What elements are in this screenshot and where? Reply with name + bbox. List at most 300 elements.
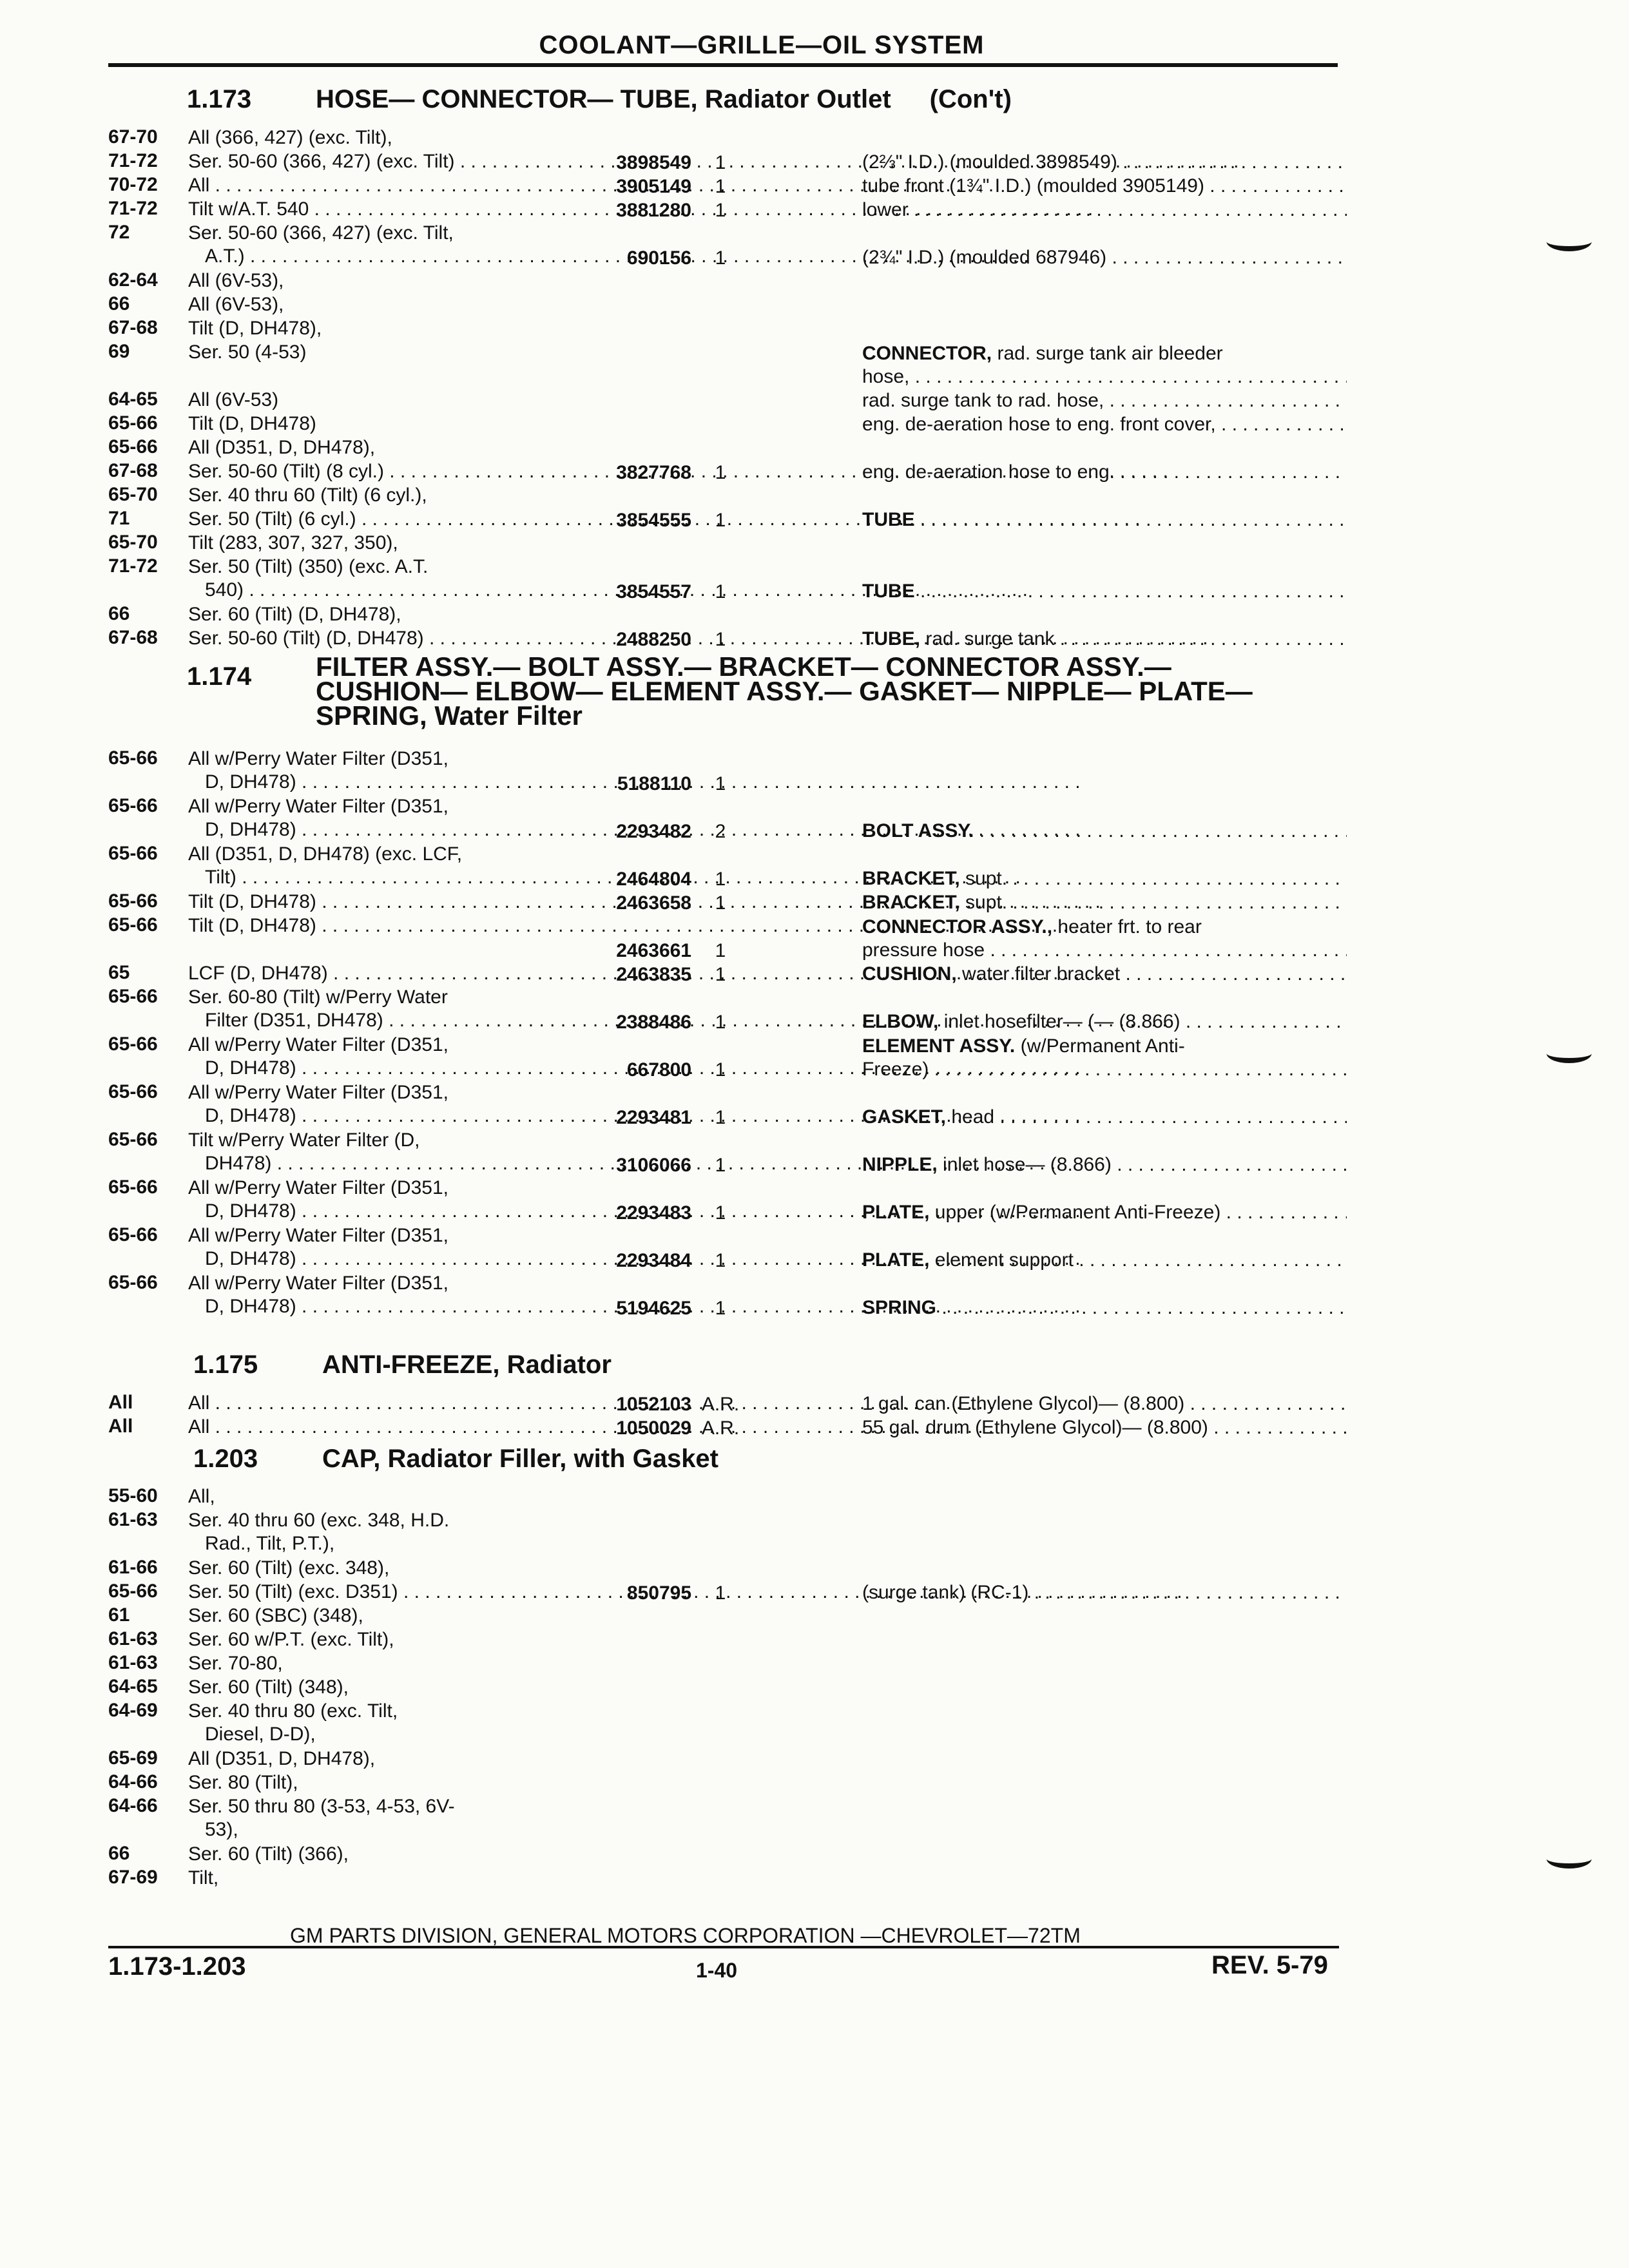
description [862, 916, 1347, 962]
application [188, 126, 639, 149]
part-row [108, 412, 1345, 436]
page-header-title: COOLANT—GRILLE—OIL SYSTEM [539, 31, 985, 59]
part-number: 3898549 [616, 152, 691, 173]
part-row [108, 1652, 1345, 1676]
description [862, 1106, 1347, 1129]
part-row [108, 890, 1345, 914]
description [862, 1392, 1347, 1416]
part-number: 850795 [626, 1582, 691, 1604]
model-years: 61-63 [108, 1628, 158, 1649]
application-line: 540) . . . [188, 579, 639, 602]
application-line: D, DH478) . . . [188, 1200, 639, 1223]
part-row [108, 484, 1345, 508]
part-name: ELEMENT ASSY. [862, 1035, 1016, 1057]
description-line [862, 198, 1347, 222]
model-years: 65-66 [108, 1033, 158, 1055]
model-years: 66 [108, 293, 130, 314]
description [862, 1201, 1347, 1224]
application-line: D, DH478) . . . [188, 771, 639, 794]
application-line: Tilt w/Perry Water Filter (D, [188, 1129, 420, 1151]
application [188, 1771, 639, 1794]
description-line [862, 1249, 1347, 1272]
application [188, 269, 639, 293]
description [862, 580, 1347, 603]
part-row [108, 222, 1345, 269]
part-number: 2293481 [616, 1107, 691, 1128]
description-text: element support [934, 1249, 1074, 1271]
part-name: PLATE, [862, 1249, 930, 1271]
description-line [862, 1296, 1347, 1320]
model-years: 65-69 [108, 1747, 158, 1769]
part-row [108, 508, 1345, 532]
description [862, 1296, 1347, 1320]
part-row [108, 1033, 1345, 1081]
description-text: (2¾" I.D.) (moulded 687946) [862, 247, 1107, 268]
description-text: 55 gal. drum (Ethylene Glycol)— (8.800) [862, 1417, 1208, 1438]
application-line: Ser. 50 (Tilt) (exc. D351) . . . [188, 1581, 639, 1604]
description-text: upper (w/Permanent Anti-Freeze) [934, 1202, 1221, 1223]
model-years: 65-66 [108, 412, 158, 434]
part-name: PLATE, [862, 1202, 930, 1223]
description-line [862, 246, 1347, 269]
description [862, 175, 1347, 198]
model-years: 66 [108, 1843, 130, 1864]
description-line [862, 389, 1347, 412]
application-line: Ser. 60 w/P.T. (exc. Tilt), [188, 1629, 394, 1650]
section-number: 1.175 [193, 1350, 258, 1379]
model-years: 65-66 [108, 1129, 158, 1150]
model-years: All [108, 1392, 133, 1413]
model-years: 67-70 [108, 126, 158, 148]
application-line: All (D351, D, DH478), [188, 437, 376, 458]
footer-rule [108, 1946, 1339, 1948]
application-line: Tilt w/A.T. 540 . . . [188, 198, 639, 221]
model-years: 64-66 [108, 1771, 158, 1792]
application [188, 1795, 639, 1841]
part-row [108, 1509, 1345, 1557]
part-number: 2464804 [616, 869, 691, 890]
description-line [862, 916, 1347, 939]
application-line: Ser. 60 (Tilt) (366), [188, 1843, 349, 1865]
application-line: Ser. 50 (Tilt) (6 cyl.) . . . [188, 508, 639, 531]
part-name: SPRING [862, 1297, 937, 1318]
part-number: 2488250 [616, 629, 691, 650]
application-line: All w/Perry Water Filter (D351, [188, 1177, 448, 1198]
application-line: All . . . [188, 174, 639, 197]
application-line: Tilt, [188, 1867, 219, 1888]
application [188, 1509, 639, 1555]
part-number: 690156 [626, 247, 691, 269]
description [862, 1416, 1347, 1439]
description-line [862, 1106, 1347, 1129]
part-name: BOLT ASSY. [862, 820, 974, 841]
description [862, 198, 1347, 222]
quantity: 1 [715, 152, 726, 173]
application-line: Ser. 60 (Tilt) (exc. 348), [188, 1557, 390, 1579]
application-line: All w/Perry Water Filter (D351, [188, 1082, 448, 1103]
part-name: CONNECTOR ASSY., [862, 916, 1053, 937]
description-line [862, 1153, 1347, 1177]
description-text: water filter bracket [962, 963, 1121, 985]
description-line [862, 461, 1347, 484]
model-years: 61-63 [108, 1652, 158, 1673]
description [862, 508, 1347, 532]
part-row [108, 460, 1345, 484]
model-years: 65-66 [108, 890, 158, 912]
description-text: rad. surge tank [925, 628, 1055, 649]
quantity: 1 [715, 200, 726, 221]
part-number: 3881280 [616, 200, 691, 221]
part-number: 667800 [626, 1059, 691, 1081]
description-line [862, 628, 1347, 651]
part-row [108, 436, 1345, 460]
part-row [108, 317, 1345, 341]
description-text: (w/Permanent Anti- [1020, 1035, 1185, 1057]
part-row [108, 1867, 1345, 1890]
model-years: 65-70 [108, 532, 158, 553]
part-row [108, 795, 1345, 843]
quantity: 1 [715, 1298, 726, 1319]
description-line [862, 413, 1347, 436]
part-name: TUBE [862, 509, 915, 530]
binder-mark-middle [1547, 1044, 1592, 1063]
part-row [108, 843, 1345, 890]
quantity: 1 [715, 510, 726, 531]
model-years: 61 [108, 1604, 130, 1626]
part-row [108, 627, 1345, 651]
part-number: 3854557 [616, 581, 691, 602]
part-row [108, 174, 1345, 198]
section-title-line: SPRING, Water Filter [316, 700, 583, 731]
quantity: 1 [715, 1202, 726, 1224]
application-line: Tilt (D, DH478) . . . [188, 890, 639, 914]
description-line [862, 963, 1347, 986]
application [188, 1843, 639, 1866]
model-years: 67-68 [108, 627, 158, 648]
application-line: Ser. 50-60 (366, 427) (exc. Tilt) . . . [188, 150, 639, 173]
quantity: A.R. [701, 1418, 740, 1439]
application [188, 1557, 639, 1580]
description-text: hose, [862, 366, 910, 387]
application-line: Tilt) . . . [188, 866, 639, 889]
application-line: All w/Perry Water Filter (D351, [188, 1273, 448, 1294]
description-text: head [951, 1106, 995, 1128]
quantity: 1 [715, 892, 726, 914]
application [188, 1628, 639, 1651]
description [862, 891, 1347, 914]
description-text: (surge tank) (RC-1) [862, 1582, 1029, 1603]
footer-revision: REV. 5-79 [1211, 1951, 1328, 1979]
quantity: 1 [715, 1012, 726, 1033]
application-line: Ser. 40 thru 60 (Tilt) (6 cyl.), [188, 485, 427, 506]
application-line: Diesel, D-D), [205, 1724, 316, 1745]
description-line [862, 1416, 1347, 1439]
part-row [108, 198, 1345, 222]
application-line: D, DH478) . . . [188, 1057, 639, 1080]
part-number: 2293482 [616, 821, 691, 842]
quantity: 2 [715, 821, 726, 842]
section-title-text: HOSE— CONNECTOR— TUBE, Radiator Outlet [316, 85, 891, 113]
description-text: inlet hosefilter— (— (8.866) [943, 1011, 1181, 1032]
model-years: 65-66 [108, 1224, 158, 1245]
description-text: rad. surge tank air bleeder [997, 343, 1223, 364]
description [862, 246, 1347, 269]
part-row [108, 1129, 1345, 1177]
section-number: 1.203 [193, 1445, 258, 1473]
description-text: eng. de-aeration hose to eng. front cover, [862, 414, 1216, 435]
description-line [862, 820, 1347, 843]
model-years: 65-66 [108, 843, 158, 864]
part-row [108, 1771, 1345, 1795]
part-row [108, 1416, 1345, 1439]
section-title-text: ANTI-FREEZE, Radiator [322, 1350, 612, 1379]
application [188, 1604, 639, 1628]
part-row [108, 986, 1345, 1033]
application-line: Rad., Tilt, P.T.), [205, 1533, 335, 1554]
part-row [108, 1557, 1345, 1581]
description-line [862, 175, 1347, 198]
application-line: DH478) . . . [188, 1152, 639, 1175]
page-header [108, 31, 1338, 67]
model-years: 65-66 [108, 1081, 158, 1102]
application-line: All (D351, D, DH478) (exc. LCF, [188, 843, 463, 865]
model-years: 61-66 [108, 1557, 158, 1578]
part-row [108, 1081, 1345, 1129]
part-row [108, 1272, 1345, 1320]
description-text: pressure hose [862, 939, 985, 961]
section-title [316, 651, 1253, 731]
part-row [108, 1700, 1345, 1747]
footer-page-number: 1-40 [696, 1959, 738, 1982]
description-line [862, 1010, 1347, 1033]
model-years: 71-72 [108, 150, 158, 171]
application-line: D, DH478) . . . [188, 818, 639, 841]
model-years: 65-66 [108, 914, 158, 936]
application [188, 1676, 639, 1699]
part-number: 1050029 [616, 1418, 691, 1439]
description-text: tube front (1¾" I.D.) (moulded 3905149) [862, 175, 1204, 197]
application-line: All w/Perry Water Filter (D351, [188, 748, 448, 769]
quantity: 1 [715, 1155, 726, 1176]
part-row [108, 1485, 1345, 1509]
description [862, 1010, 1347, 1033]
quantity: 1 [715, 1250, 726, 1271]
description-line [862, 151, 1347, 174]
model-years: 65-66 [108, 1272, 158, 1293]
part-name: GASKET, [862, 1106, 947, 1128]
description [862, 820, 1347, 843]
application [188, 603, 639, 626]
description-line [862, 1201, 1347, 1224]
model-years: 64-65 [108, 389, 158, 410]
application-line: Tilt (283, 307, 327, 350), [188, 532, 398, 553]
part-row [108, 1581, 1345, 1604]
quantity: 1 [715, 462, 726, 483]
model-years: 65-66 [108, 1581, 158, 1602]
description [862, 461, 1347, 484]
application-line: Ser. 80 (Tilt), [188, 1772, 298, 1793]
model-years: 65 [108, 962, 130, 983]
application-line: All (6V-53) [188, 389, 279, 410]
model-years: 70-72 [108, 174, 158, 195]
model-years: 65-66 [108, 436, 158, 457]
model-years: 64-69 [108, 1700, 158, 1721]
application-line: Ser. 60 (Tilt) (348), [188, 1677, 349, 1698]
part-row [108, 1224, 1345, 1272]
application [188, 1867, 639, 1890]
part-name: BRACKET, [862, 868, 960, 889]
part-number: 3905149 [616, 176, 691, 197]
application-line: Ser. 60 (Tilt) (D, DH478), [188, 604, 401, 625]
model-years: 67-69 [108, 1867, 158, 1888]
part-name: TUBE [862, 581, 915, 602]
part-name: CUSHION, [862, 963, 957, 985]
part-number: 2463835 [616, 964, 691, 985]
quantity: 1 [715, 629, 726, 650]
description [862, 151, 1347, 174]
description-text: eng. de-aeration hose to eng. [862, 461, 1115, 483]
model-years: 65-66 [108, 795, 158, 816]
description-text: inlet hose— (8.866) [943, 1154, 1112, 1175]
model-years: 65-66 [108, 986, 158, 1007]
application-line: Ser. 50 (4-53) [188, 341, 307, 363]
description-text: lower [862, 199, 909, 220]
description [862, 1153, 1347, 1177]
application-line: All . . . [188, 1416, 639, 1439]
application-line: All (6V-53), [188, 270, 284, 291]
part-row [108, 555, 1345, 603]
part-row [108, 914, 1345, 962]
application [188, 436, 639, 459]
section-title-text: CAP, Radiator Filler, with Gasket [322, 1445, 718, 1473]
part-row [108, 962, 1345, 986]
part-row [108, 1795, 1345, 1843]
application [188, 389, 639, 412]
part-number: 5188110 [617, 773, 691, 794]
quantity: 1 [715, 176, 726, 197]
description-text: 1 gal. can (Ethylene Glycol)— (8.800) [862, 1393, 1185, 1414]
description-line [862, 939, 1347, 962]
model-years: 66 [108, 603, 130, 624]
application-line: Ser. 50 (Tilt) (350) (exc. A.T. [188, 556, 429, 577]
model-years: 61-63 [108, 1509, 158, 1530]
quantity: 1 [715, 581, 726, 602]
section-title [193, 1350, 612, 1379]
application [188, 1652, 639, 1675]
quantity: 1 [715, 1059, 726, 1081]
quantity: 1 [715, 964, 726, 985]
part-name: ELBOW, [862, 1011, 939, 1032]
application [188, 293, 639, 316]
part-row [108, 1747, 1345, 1771]
part-name: TUBE, [862, 628, 920, 649]
application [188, 914, 639, 937]
part-row [108, 126, 1345, 150]
application-line: All w/Perry Water Filter (D351, [188, 796, 448, 817]
model-years: 71-72 [108, 198, 158, 219]
application-line: All w/Perry Water Filter (D351, [188, 1225, 448, 1246]
quantity: 1 [715, 869, 726, 890]
description [862, 413, 1347, 436]
part-number: 2293484 [616, 1250, 691, 1271]
part-number: 2293483 [616, 1202, 691, 1224]
description-line [862, 891, 1347, 914]
model-years: 65-66 [108, 1177, 158, 1198]
description-line [862, 867, 1347, 890]
model-years: 64-66 [108, 1795, 158, 1816]
part-number: 2463658 [616, 892, 691, 914]
application-line: Ser. 50-60 (Tilt) (D, DH478) . . . [188, 627, 639, 650]
part-row [108, 1177, 1345, 1224]
part-row [108, 293, 1345, 317]
quantity: A.R. [701, 1394, 740, 1415]
description-text: supt. [965, 868, 1008, 889]
part-number: 5194625 [616, 1298, 691, 1319]
application [188, 484, 639, 507]
description [862, 389, 1347, 412]
part-number: 3827768 [616, 462, 691, 483]
description [862, 1035, 1347, 1081]
binder-mark-top [1547, 232, 1592, 251]
part-row [108, 603, 1345, 627]
application [188, 1747, 639, 1771]
description-text: rad. surge tank to rad. hose, [862, 390, 1104, 411]
part-row [108, 1843, 1345, 1867]
description-line [862, 580, 1347, 603]
description [862, 628, 1347, 651]
application-line: D, DH478) . . . [188, 1104, 639, 1128]
model-years: 65-70 [108, 484, 158, 505]
part-row [108, 1392, 1345, 1416]
section-number: 1.173 [187, 85, 252, 113]
application-line: Ser. 60-80 (Tilt) w/Perry Water [188, 986, 448, 1008]
model-years: 55-60 [108, 1485, 158, 1506]
part-row [108, 1628, 1345, 1652]
application-line: Ser. 40 thru 80 (exc. Tilt, [188, 1700, 398, 1722]
section-title [187, 85, 1012, 114]
part-name: BRACKET, [862, 892, 960, 913]
model-years: 71-72 [108, 555, 158, 577]
part-row [108, 1604, 1345, 1628]
application-line: D, DH478) . . . [188, 1247, 639, 1271]
application-line: A.T.) . . . [188, 245, 639, 268]
application-line: Tilt (D, DH478) [188, 413, 316, 434]
application [188, 341, 639, 364]
application-line: Tilt (D, DH478) . . . [188, 914, 639, 937]
application-line: Ser. 50-60 (Tilt) (8 cyl.) . . . [188, 460, 639, 483]
description [862, 963, 1347, 986]
application-line: All (D351, D, DH478), [188, 1748, 376, 1769]
description-line [862, 1581, 1347, 1604]
model-years: 67-68 [108, 460, 158, 481]
quantity: 1 [715, 1107, 726, 1128]
section-title-line: CUSHION— ELBOW— ELEMENT ASSY.— GASKET— NIPPLE— PLATE— [316, 676, 1253, 706]
section-number: 1.174 [187, 662, 252, 691]
model-years: 69 [108, 341, 130, 362]
application-line: All, [188, 1486, 215, 1507]
part-row [108, 532, 1345, 555]
quantity: 1 [715, 247, 726, 269]
description-text: supt. [965, 892, 1008, 913]
application-line: LCF (D, DH478) . . . [188, 962, 639, 985]
quantity: 1 [715, 1582, 726, 1604]
quantity: 1 [715, 940, 726, 961]
model-years: 62-64 [108, 269, 158, 291]
application [188, 1485, 639, 1508]
part-name: NIPPLE, [862, 1154, 938, 1175]
description-line [862, 1058, 1347, 1081]
application [188, 1700, 639, 1746]
